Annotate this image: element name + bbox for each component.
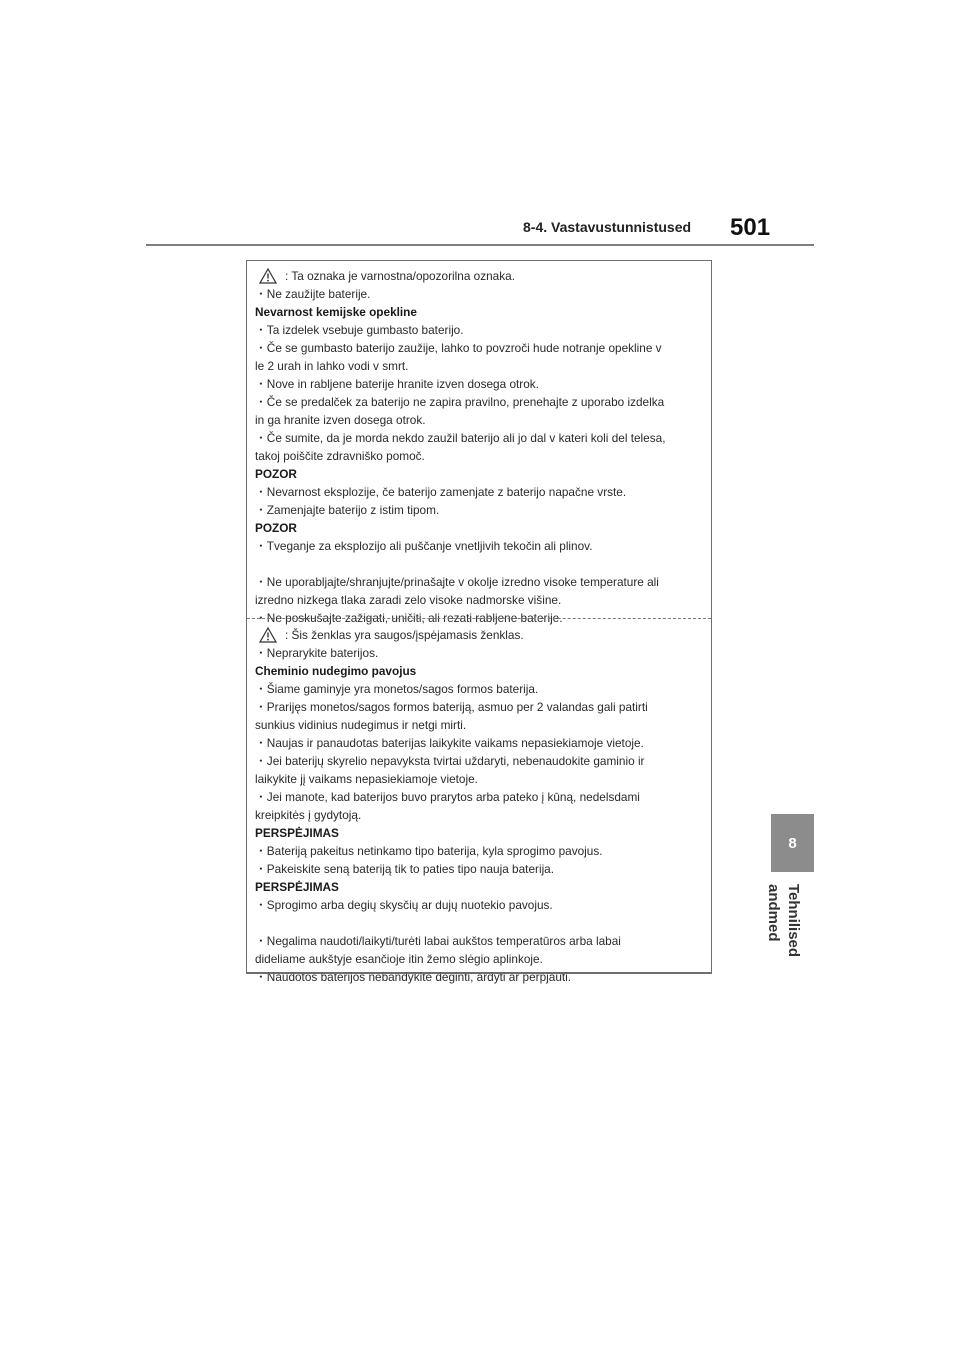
lithuanian-notice <box>255 626 705 986</box>
notice-line: ・Nove in rabljene baterije hranite izven dosega otrok. <box>255 377 539 391</box>
notice-line: ・Ne zaužijte baterije. <box>255 287 371 301</box>
notice-heading: PERSPĖJIMAS <box>255 826 339 840</box>
section-title: 8-4. Vastavustunnistused <box>523 219 692 235</box>
notice-line: ・Bateriją pakeitus netinkamo tipo baterija, kyla sprogimo pavojus. <box>255 844 603 858</box>
notice-line: dideliame aukštyje esančioje itin žemo slėgio aplinkoje. <box>255 952 543 966</box>
notice-heading: POZOR <box>255 521 297 535</box>
warning-legend: : Šis ženklas yra saugos/įspėjamasis ženklas. <box>285 628 524 642</box>
chapter-number: 8 <box>788 834 797 852</box>
notice-line: sunkius vidinius nudegimus ir netgi mirti. <box>255 718 467 732</box>
page-number: 501 <box>730 214 771 241</box>
notice-line: ・Neprarykite baterijos. <box>255 646 379 660</box>
header-rule <box>146 244 814 246</box>
notice-line: in ga hranite izven dosega otrok. <box>255 413 426 427</box>
notice-line: laikykite jį vaikams nepasiekiamoje vietoje. <box>255 772 478 786</box>
notice-line: ・Šiame gaminyje yra monetos/sagos formos baterija. <box>255 682 539 696</box>
notice-heading: POZOR <box>255 467 297 481</box>
notice-line: ・Zamenjajte baterijo z istim tipom. <box>255 503 440 517</box>
notice-line: ・Naudotos baterijos nebandykite deginti, ardyti ar perpjauti. <box>255 970 572 984</box>
notice-line: ・Negalima naudoti/laikyti/turėti labai aukštos temperatūros arba labai <box>255 934 621 948</box>
warning-triangle-icon <box>259 268 281 284</box>
section-divider <box>247 618 711 619</box>
notice-line: ・Če sumite, da je morda nekdo zaužil baterijo ali jo dal v kateri koli del telesa, <box>255 431 666 445</box>
chapter-label: Tehnilised andmed <box>765 884 802 958</box>
lithuanian-warning-row <box>255 626 705 644</box>
notice-line: ・Prarijęs monetos/sagos formos bateriją, asmuo per 2 valandas gali patirti <box>255 700 648 714</box>
notice-line: ・Tveganje za eksplozijo ali puščanje vnetljivih tekočin ali plinov. <box>255 539 593 553</box>
panel-bottom-rule <box>246 973 712 974</box>
notice-line: ・Če se predalček za baterijo ne zapira pravilno, prenehajte z uporabo izdelka <box>255 395 665 409</box>
notice-line: izredno nizkega tlaka zaradi zelo visoke nadmorske višine. <box>255 593 562 607</box>
slovenian-warning-row <box>255 267 705 285</box>
notice-line: ・Jei manote, kad baterijos buvo prarytos arba pateko į kūną, nedelsdami <box>255 790 640 804</box>
notice-line: ・Sprogimo arba degių skysčių ar dujų nuotekio pavojus. <box>255 898 553 912</box>
notice-line: ・Ne uporabljajte/shranjujte/prinašajte v okolje izredno visoke temperature ali <box>255 575 659 589</box>
notice-line <box>255 914 705 932</box>
chapter-tab <box>771 814 814 872</box>
safety-notice-panel <box>246 260 712 984</box>
lithuanian-lines <box>255 644 705 986</box>
notice-line: ・Ne poskušajte zažigati, uničiti, ali rezati rabljene baterije. <box>255 611 563 625</box>
notice-line: ・Ta izdelek vsebuje gumbasto baterijo. <box>255 323 464 337</box>
notice-heading: Nevarnost kemijske opekline <box>255 305 417 319</box>
warning-legend: : Ta oznaka je varnostna/opozorilna oznaka. <box>285 269 515 283</box>
slovenian-lines <box>255 285 705 627</box>
notice-line: le 2 urah in lahko vodi v smrt. <box>255 359 409 373</box>
warning-triangle-icon <box>259 627 281 643</box>
notice-line: ・Pakeiskite seną bateriją tik to paties tipo nauja baterija. <box>255 862 555 876</box>
notice-heading: PERSPĖJIMAS <box>255 880 339 894</box>
notice-line: ・Nevarnost eksplozije, če baterijo zamenjate z baterijo napačne vrste. <box>255 485 627 499</box>
slovenian-notice <box>255 267 705 627</box>
notice-line: ・Če se gumbasto baterijo zaužije, lahko to povzroči hude notranje opekline v <box>255 341 662 355</box>
notice-line: ・Jei baterijų skyrelio nepavyksta tvirtai uždaryti, nebenaudokite gaminio ir <box>255 754 645 768</box>
notice-heading: Cheminio nudegimo pavojus <box>255 664 417 678</box>
notice-line <box>255 555 705 573</box>
page-header <box>0 0 960 260</box>
notice-line: takoj poiščite zdravniško pomoč. <box>255 449 425 463</box>
notice-line: kreipkitės į gydytoją. <box>255 808 362 822</box>
notice-line: ・Naujas ir panaudotas baterijas laikykite vaikams nepasiekiamoje vietoje. <box>255 736 644 750</box>
